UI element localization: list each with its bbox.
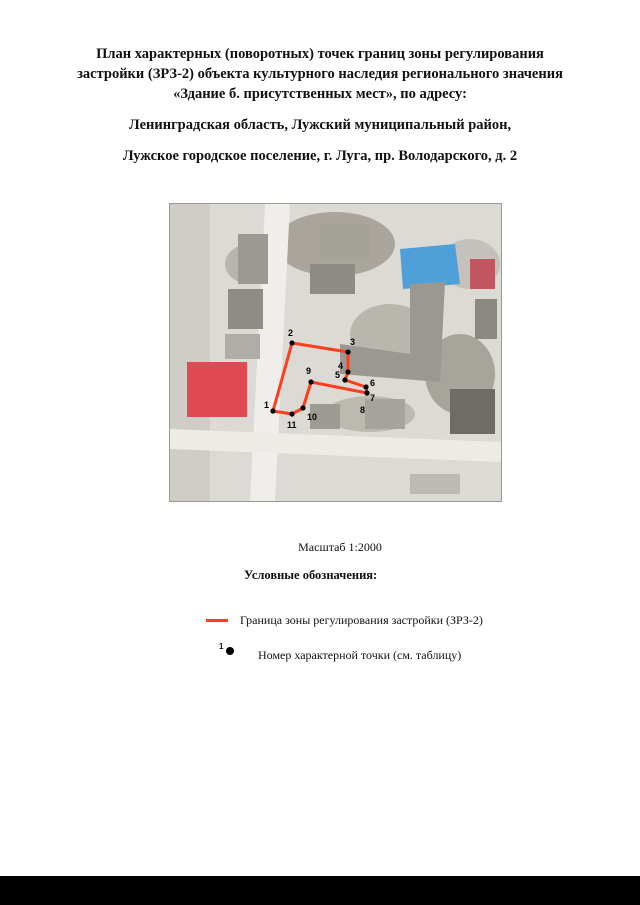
boundary-point-label-6: 6 — [370, 378, 376, 388]
boundary-point-8 — [364, 390, 369, 395]
legend-boundary-label: Граница зоны регулирования застройки (ЗРЗ-2) — [240, 613, 483, 627]
boundary-point-label-5: 5 — [335, 370, 341, 380]
boundary-point-label-10: 10 — [307, 412, 318, 422]
scan-border-bar — [0, 876, 640, 905]
boundary-point-4 — [345, 369, 350, 374]
title-line-1: План характерных (поворотных) точек границ зоны регулирования — [96, 46, 544, 62]
boundary-point-label-3: 3 — [350, 337, 356, 347]
boundary-point-9 — [308, 379, 313, 384]
boundary-point-label-7: 7 — [370, 393, 376, 403]
boundary-point-label-2: 2 — [288, 328, 294, 338]
title-line-3: «Здание б. присутственных мест», по адресу: — [173, 86, 467, 102]
boundary-point-2 — [289, 340, 294, 345]
boundary-point-5 — [342, 377, 347, 382]
boundary-point-11 — [289, 411, 294, 416]
legend-point-label: Номер характерной точки (см. таблицу) — [258, 648, 462, 662]
boundary-point-label-11: 11 — [287, 420, 297, 430]
boundary-point-3 — [345, 349, 350, 354]
boundary-point-6 — [363, 384, 368, 389]
boundary-point-label-8: 8 — [360, 405, 366, 415]
legend-point-swatch — [226, 647, 234, 655]
boundary-point-10 — [300, 405, 305, 410]
address-line-1: Ленинградская область, Лужский муниципальный район, — [128, 117, 512, 133]
boundary-point-1 — [270, 408, 275, 413]
address-line-2: Лужское городское поселение, г. Луга, пр. Володарского, д. 2 — [122, 148, 518, 164]
map-scale: Масштаб 1:2000 — [298, 540, 382, 554]
map-image — [170, 204, 501, 501]
aerial-map — [169, 203, 502, 502]
legend-point-example-number: 1 — [219, 642, 224, 651]
legend-title: Условные обозначения: — [244, 568, 378, 582]
document-title — [40, 44, 600, 104]
boundary-point-label-4: 4 — [338, 361, 344, 371]
boundary-point-label-9: 9 — [306, 366, 312, 376]
legend-boundary-swatch — [206, 619, 228, 622]
boundary-point-label-1: 1 — [264, 400, 270, 410]
title-line-2: застройки (ЗРЗ-2) объекта культурного наследия регионального значения — [77, 66, 563, 82]
